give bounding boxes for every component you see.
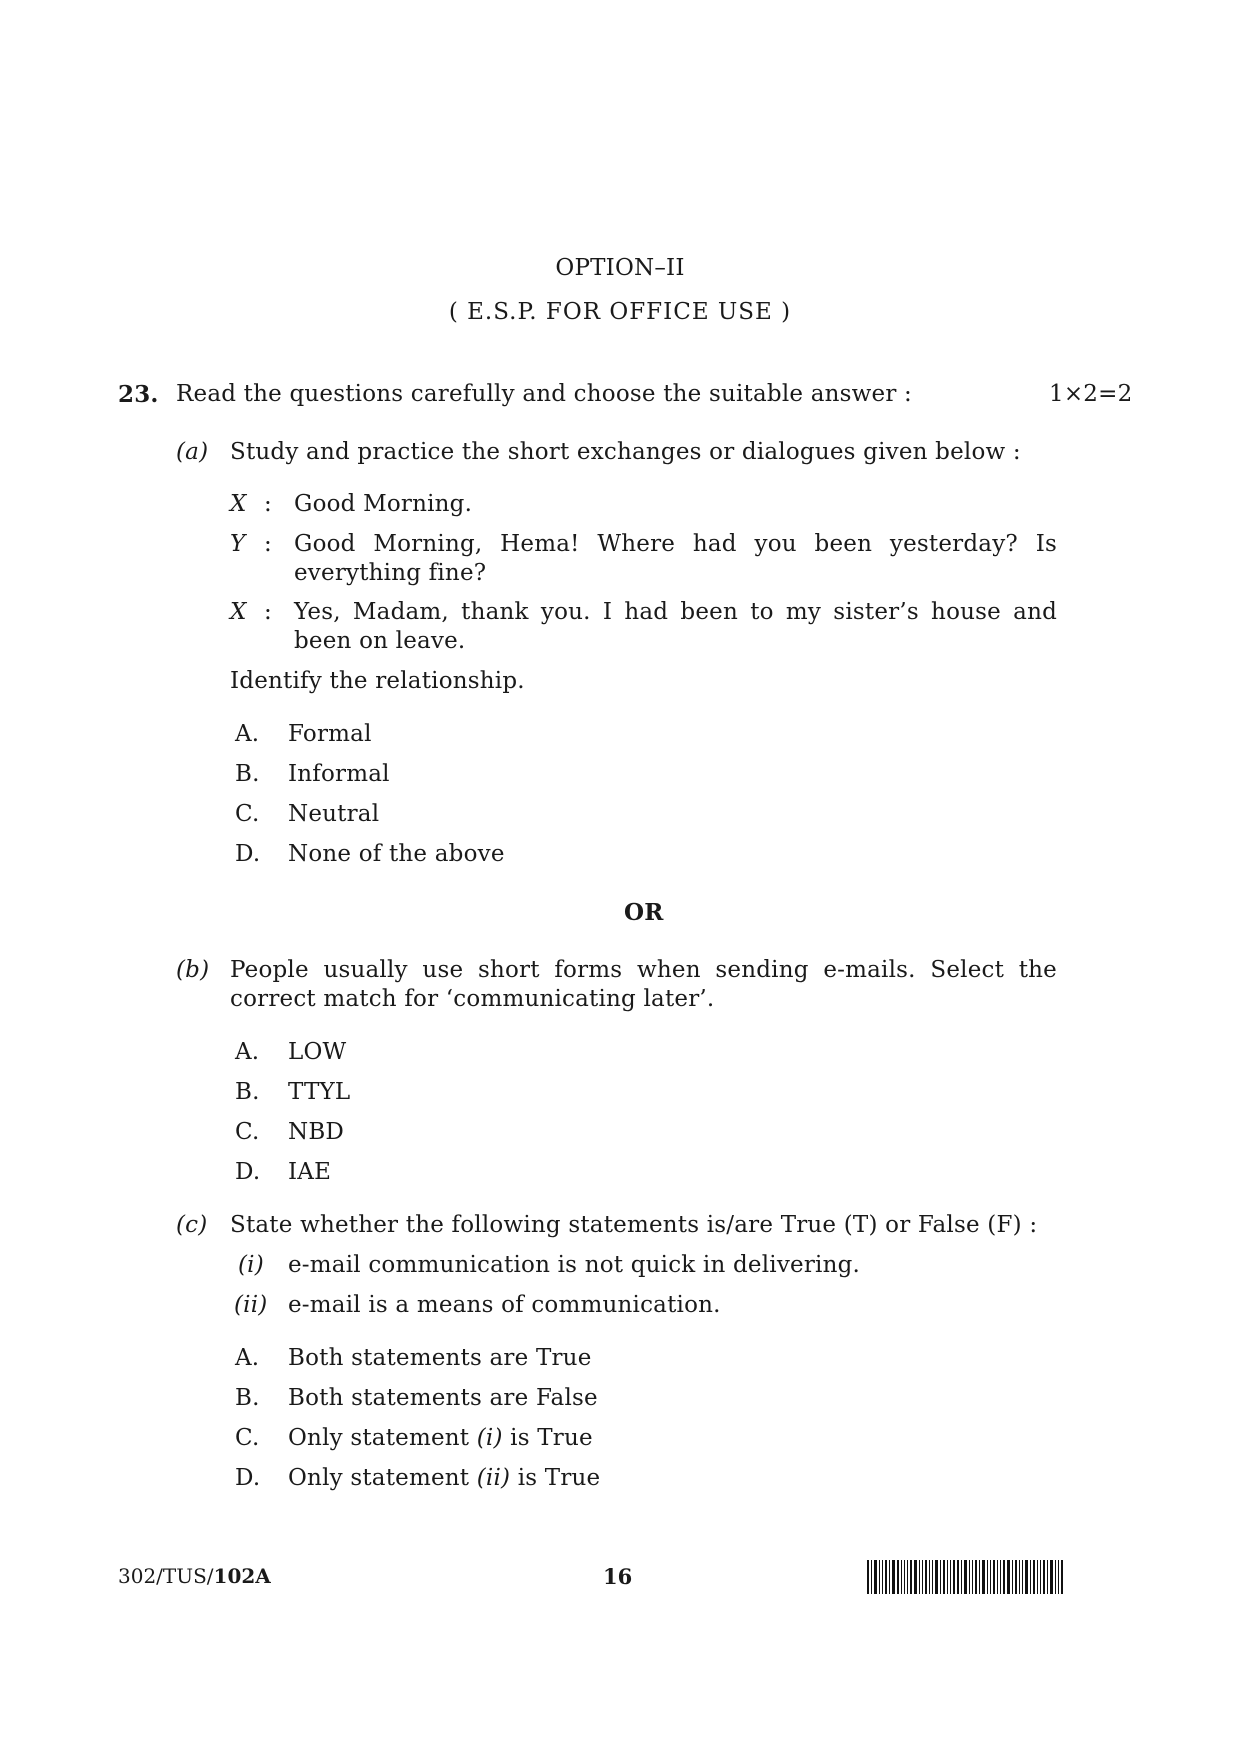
barcode-bar	[885, 1560, 887, 1594]
barcode-bar	[943, 1560, 945, 1594]
dialogue-colon: :	[264, 491, 272, 517]
barcode-bar	[901, 1560, 902, 1594]
page-number: 16	[603, 1564, 633, 1589]
option-text-italic: (ii)	[476, 1465, 511, 1491]
barcode-bar	[975, 1560, 977, 1594]
barcode-bar	[1058, 1560, 1059, 1594]
dialogue-colon: :	[264, 599, 272, 625]
barcode-bar	[1007, 1560, 1010, 1594]
barcode-bar	[935, 1560, 938, 1594]
statement-number: (ii)	[234, 1292, 268, 1318]
barcode-bar	[987, 1560, 988, 1594]
barcode-bar	[993, 1560, 995, 1594]
option-text	[288, 1425, 593, 1451]
option-letter: B.	[235, 1079, 260, 1105]
barcode-bar	[961, 1560, 962, 1594]
barcode-bar	[964, 1560, 967, 1594]
section-subtitle: ( E.S.P. FOR OFFICE USE )	[448, 299, 792, 325]
barcode-bar	[1030, 1560, 1031, 1594]
question-text: Read the questions carefully and choose the suitable answer :	[176, 381, 912, 407]
dialogue-line-continued: everything fine?	[294, 560, 487, 586]
paper-code	[118, 1564, 271, 1588]
option-text-part: is True	[510, 1465, 601, 1491]
option-letter: D.	[235, 841, 261, 867]
barcode-bar	[1050, 1560, 1053, 1594]
statement-text: e-mail communication is not quick in delivering.	[288, 1252, 861, 1278]
dialogue-line: Good Morning.	[294, 491, 473, 517]
part-a-instruction: Study and practice the short exchanges or dialogues given below :	[230, 439, 1021, 465]
dialogue-speaker: Y	[230, 531, 246, 557]
barcode-bar	[953, 1560, 955, 1594]
option-text: Both statements are False	[288, 1385, 598, 1411]
option-letter: B.	[235, 761, 260, 787]
question-number: 23.	[118, 381, 159, 408]
barcode-bar	[1000, 1560, 1001, 1594]
part-b-label: (b)	[176, 957, 210, 983]
barcode-bar	[1040, 1560, 1041, 1594]
option-letter: A.	[235, 1039, 260, 1065]
barcode-bar	[950, 1560, 951, 1594]
barcode-bar	[1043, 1560, 1045, 1594]
barcode-bar	[892, 1560, 895, 1594]
statement-text: e-mail is a means of communication.	[288, 1292, 721, 1318]
barcode-bar	[874, 1560, 877, 1594]
barcode-bar	[882, 1560, 883, 1594]
barcode-bar	[1061, 1560, 1063, 1594]
barcode-bar	[969, 1560, 970, 1594]
option-heading: OPTION–II	[555, 255, 685, 281]
barcode-bar	[957, 1560, 959, 1594]
barcode-bar	[940, 1560, 941, 1594]
barcode-bar	[925, 1560, 927, 1594]
option-letter: C.	[235, 1425, 260, 1451]
part-c-instruction: State whether the following statements is/are True (T) or False (F) :	[230, 1212, 1038, 1238]
option-letter: D.	[235, 1465, 261, 1491]
or-separator: OR	[624, 899, 664, 926]
barcode-bar	[947, 1560, 948, 1594]
option-text-part: is True	[502, 1425, 593, 1451]
dialogue-line: Yes, Madam, thank you. I had been to my sister’s house and	[294, 599, 1057, 625]
barcode-bar	[1047, 1560, 1048, 1594]
barcode-bar	[982, 1560, 985, 1594]
barcode-bar	[919, 1560, 920, 1594]
dialogue-speaker: X	[230, 599, 247, 625]
option-text	[288, 1465, 600, 1491]
barcode-bar	[1019, 1560, 1020, 1594]
option-letter: C.	[235, 1119, 260, 1145]
option-letter: B.	[235, 1385, 260, 1411]
barcode-bar	[1055, 1560, 1056, 1594]
barcode-bar	[922, 1560, 923, 1594]
barcode-bar	[1022, 1560, 1023, 1594]
barcode-bar	[1012, 1560, 1013, 1594]
option-text: Both statements are True	[288, 1345, 592, 1371]
barcode-bar	[972, 1560, 973, 1594]
question-marks: 1×2=2	[1049, 381, 1133, 407]
barcode-bar	[914, 1560, 917, 1594]
part-b-text: People usually use short forms when sending e-mails. Select the	[230, 957, 1057, 983]
option-text: Informal	[288, 761, 390, 787]
paper-code-bold: 102A	[213, 1564, 271, 1588]
barcode-bar	[990, 1560, 991, 1594]
option-text-part: Only statement	[288, 1425, 477, 1451]
barcode-bar	[879, 1560, 880, 1594]
option-text-italic: (i)	[476, 1425, 503, 1451]
barcode-bar	[910, 1560, 912, 1594]
barcode-bar	[932, 1560, 933, 1594]
option-text: None of the above	[288, 841, 505, 867]
option-letter: A.	[235, 1345, 260, 1371]
barcode-bar	[889, 1560, 890, 1594]
part-c-label: (c)	[176, 1212, 208, 1238]
statement-number: (i)	[238, 1252, 264, 1278]
barcode-bar	[1033, 1560, 1035, 1594]
barcode-bar	[867, 1560, 869, 1594]
option-text-part: Only statement	[288, 1465, 477, 1491]
barcode-image	[867, 1560, 1129, 1594]
dialogue-colon: :	[264, 531, 272, 557]
part-a-label: (a)	[176, 439, 209, 465]
barcode-bar	[997, 1560, 998, 1594]
barcode-bar	[929, 1560, 930, 1594]
barcode-bar	[904, 1560, 905, 1594]
barcode-bar	[1037, 1560, 1038, 1594]
dialogue-speaker: X	[230, 491, 247, 517]
barcode-bar	[979, 1560, 980, 1594]
barcode-bar	[1025, 1560, 1028, 1594]
dialogue-line-continued: been on leave.	[294, 628, 466, 654]
option-text: Neutral	[288, 801, 380, 827]
barcode-bar	[871, 1560, 872, 1594]
option-letter: A.	[235, 721, 260, 747]
option-text: IAE	[288, 1159, 332, 1185]
barcode-bar	[897, 1560, 899, 1594]
option-text: TTYL	[288, 1079, 351, 1105]
option-text: LOW	[288, 1039, 347, 1065]
part-a-prompt: Identify the relationship.	[230, 668, 525, 694]
dialogue-line: Good Morning, Hema! Where had you been yesterday? Is	[294, 531, 1057, 557]
barcode-bar	[907, 1560, 908, 1594]
option-letter: C.	[235, 801, 260, 827]
part-b-text-continued: correct match for ‘communicating later’.	[230, 986, 715, 1012]
option-letter: D.	[235, 1159, 261, 1185]
option-text: NBD	[288, 1119, 345, 1145]
option-text: Formal	[288, 721, 372, 747]
paper-code-prefix: 302/TUS/	[118, 1564, 214, 1588]
barcode-bar	[1003, 1560, 1005, 1594]
barcode-bar	[1015, 1560, 1017, 1594]
